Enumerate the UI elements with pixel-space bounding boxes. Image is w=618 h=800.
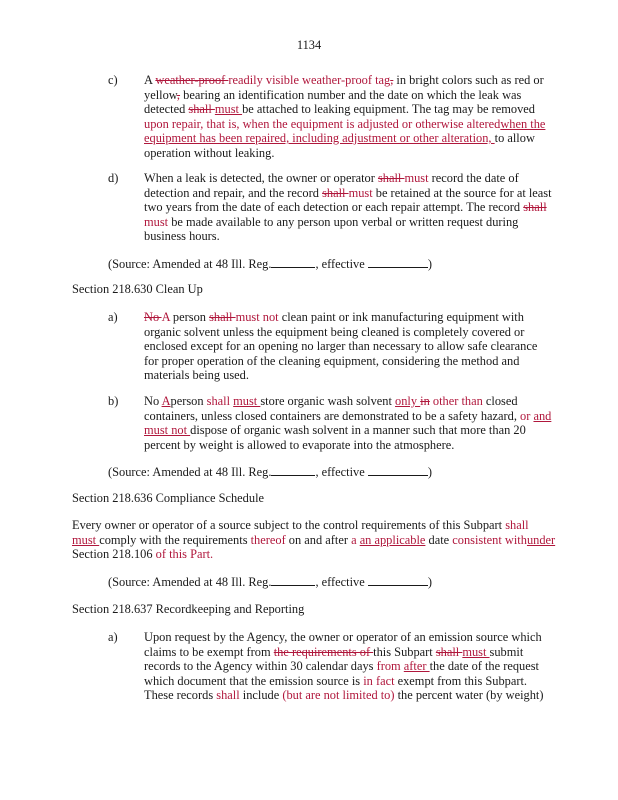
inserted-text: must bbox=[214, 102, 243, 116]
text-run: for proper operation of the cleaning equipment, considering the method and bbox=[144, 353, 520, 368]
text-run: enclosed except for an opening no larger than necessary to allow safe clearance bbox=[144, 339, 538, 353]
text-line bbox=[144, 146, 539, 161]
text-line bbox=[144, 131, 539, 146]
item-body bbox=[144, 310, 539, 383]
inserted-text: under bbox=[526, 532, 556, 547]
date-blank bbox=[368, 464, 428, 476]
text-run: These records bbox=[144, 688, 217, 702]
text-line bbox=[144, 73, 544, 88]
text-run: two years from the date of each detection or each repair attempt. The record bbox=[144, 200, 524, 214]
item-label: b) bbox=[108, 394, 119, 408]
inserted-text: must bbox=[233, 394, 261, 408]
item-body bbox=[144, 73, 546, 160]
text-run: exempt from this Subpart. bbox=[394, 673, 528, 688]
deleted-text: shall bbox=[188, 102, 215, 116]
text-run: percent by weight is allowed to evaporate into the atmosphere. bbox=[144, 437, 455, 452]
text-run: be retained at the source for at least bbox=[372, 185, 552, 200]
inserted-text: readily visible bbox=[228, 73, 303, 87]
text-run: be attached to leaking equipment. The tag may be removed bbox=[242, 102, 535, 116]
text-run: Section 218.106 bbox=[72, 547, 153, 561]
inserted-text: shall bbox=[505, 518, 529, 532]
inserted-text: when the bbox=[500, 116, 546, 131]
inserted-text: shall bbox=[206, 394, 234, 408]
inserted-text: an applicable bbox=[359, 532, 426, 547]
deleted-text: shall bbox=[209, 310, 236, 324]
inserted-text: a bbox=[351, 532, 360, 547]
item-label: c) bbox=[108, 73, 118, 87]
text-run: date bbox=[425, 532, 453, 547]
deleted-text: shall bbox=[435, 644, 463, 659]
text-line bbox=[144, 368, 539, 383]
text-run: the percent water (by weight) bbox=[394, 688, 544, 702]
text-run: this Subpart bbox=[373, 644, 436, 659]
text-line bbox=[144, 325, 539, 340]
inserted-text: or bbox=[520, 408, 534, 423]
text-line bbox=[144, 185, 552, 201]
text-run: detected bbox=[144, 102, 189, 116]
inserted-text: must bbox=[404, 171, 429, 185]
text-run: records to the Agency within 30 calendar days bbox=[144, 659, 377, 673]
deleted-text: shall bbox=[523, 200, 547, 214]
text-line bbox=[144, 102, 539, 117]
text-run: A bbox=[144, 73, 156, 87]
inserted-text: in fact bbox=[363, 673, 395, 688]
inserted-text: consistent with bbox=[452, 532, 527, 547]
text-run: When a leak is detected, the owner or operator bbox=[144, 171, 378, 185]
inserted-text: A bbox=[161, 310, 170, 324]
text-line bbox=[144, 171, 539, 186]
text-line bbox=[144, 674, 539, 689]
deleted-text: shall bbox=[322, 185, 349, 200]
inserted-text: of this Part. bbox=[152, 547, 214, 561]
text-run: bearing an identification number and the date on which the leak was bbox=[180, 87, 522, 102]
text-run: to allow bbox=[494, 131, 535, 145]
page-number: 1134 bbox=[296, 38, 322, 52]
inserted-text: A bbox=[161, 394, 171, 408]
inserted-text: must bbox=[462, 644, 490, 659]
inserted-text: must not bbox=[235, 310, 279, 324]
text-run: record the date of bbox=[428, 171, 519, 185]
inserted-text: (but are not limited to) bbox=[282, 688, 395, 702]
inserted-text: shall bbox=[216, 688, 240, 702]
text-run: the date of the request bbox=[429, 659, 539, 673]
text-run: organic solvent unless the equipment being cleaned is completely covered or bbox=[144, 324, 525, 339]
text-line bbox=[144, 630, 542, 645]
item-body bbox=[144, 171, 552, 244]
text-run: include bbox=[239, 688, 283, 702]
text-run: which document that the emission source is bbox=[144, 673, 364, 688]
text-run: yellow bbox=[144, 87, 177, 102]
text-line bbox=[144, 215, 539, 230]
text-run: person bbox=[170, 394, 207, 408]
text-run: materials being used. bbox=[144, 368, 249, 382]
item-label: a) bbox=[108, 630, 118, 644]
reg-blank bbox=[271, 256, 315, 268]
text-line bbox=[144, 229, 539, 244]
text-run: closed bbox=[482, 394, 518, 408]
date-blank bbox=[368, 574, 428, 586]
text-line bbox=[144, 645, 539, 660]
text-run: operation without leaking. bbox=[144, 145, 275, 160]
text-line bbox=[144, 354, 539, 369]
inserted-text: from bbox=[376, 659, 404, 673]
source-note: (Source: Amended at 48 Ill. Reg. , effective ) bbox=[108, 465, 432, 479]
text-line bbox=[144, 688, 544, 703]
text-line bbox=[144, 339, 539, 354]
text-line bbox=[72, 547, 542, 562]
text-run: clean paint or ink manufacturing equipment with bbox=[278, 310, 524, 324]
text-line bbox=[72, 518, 542, 533]
text-run: business hours. bbox=[144, 229, 220, 243]
deleted-text: , bbox=[390, 73, 394, 87]
deleted-text: No bbox=[144, 310, 162, 324]
inserted-text: thereof bbox=[250, 532, 286, 547]
inserted-text: equipment has been repaired, including adjustment or other alteration, bbox=[144, 131, 495, 145]
text-run: in bright colors such as red or bbox=[393, 73, 544, 87]
text-run: Every owner or operator of a source subject to the control requirements of this Subpart bbox=[72, 518, 506, 532]
item-body bbox=[144, 394, 552, 452]
inserted-text: only bbox=[395, 394, 421, 408]
text-run: containers, unless closed containers are demonstrated to be a safety hazard, bbox=[144, 408, 521, 423]
inserted-text: upon repair, that is, when the equipment is adjusted or otherwise altered bbox=[144, 116, 501, 131]
text-run: claims to be exempt from bbox=[144, 644, 274, 659]
deleted-text: in bbox=[420, 394, 430, 408]
inserted-text: must not bbox=[144, 423, 191, 437]
text-line bbox=[72, 532, 556, 548]
text-line bbox=[144, 423, 539, 438]
reg-blank bbox=[271, 464, 315, 476]
source-note: (Source: Amended at 48 Ill. Reg. , effective ) bbox=[108, 575, 432, 589]
text-line bbox=[144, 394, 539, 409]
compliance-paragraph bbox=[72, 518, 556, 562]
text-run: store organic wash solvent bbox=[260, 394, 396, 408]
text-run: submit bbox=[489, 644, 524, 659]
text-line bbox=[144, 116, 546, 132]
text-run: dispose of organic wash solvent in a manner such that more than 20 bbox=[190, 423, 526, 437]
text-line bbox=[144, 88, 539, 103]
text-run: No bbox=[144, 394, 162, 408]
text-line bbox=[144, 310, 539, 325]
inserted-text: other than bbox=[429, 394, 483, 408]
inserted-text: weather-proof tag bbox=[302, 73, 391, 87]
text-line bbox=[144, 408, 552, 424]
inserted-text: must bbox=[72, 532, 100, 547]
inserted-text: must bbox=[144, 214, 169, 229]
text-run: comply with the requirements bbox=[99, 532, 251, 547]
date-blank bbox=[368, 256, 428, 268]
section-heading-636: Section 218.636 Compliance Schedule bbox=[72, 491, 265, 505]
inserted-text: and bbox=[533, 408, 552, 423]
text-run: be made available to any person upon verbal or written request during bbox=[168, 214, 519, 229]
inserted-text: must bbox=[348, 185, 373, 200]
deleted-text: the requirements of bbox=[273, 644, 374, 659]
section-heading-637: Section 218.637 Recordkeeping and Reporting bbox=[72, 602, 305, 616]
text-run: person bbox=[169, 310, 210, 324]
item-body bbox=[144, 630, 544, 703]
deleted-text: weather-proof bbox=[155, 73, 229, 87]
source-note: (Source: Amended at 48 Ill. Reg. , effective ) bbox=[108, 257, 432, 271]
text-line bbox=[144, 200, 547, 215]
text-line bbox=[144, 659, 539, 674]
item-label: a) bbox=[108, 310, 118, 324]
text-run: on and after bbox=[285, 532, 352, 547]
text-run: detection and repair, and the record bbox=[144, 185, 323, 200]
item-label: d) bbox=[108, 171, 119, 185]
reg-blank bbox=[271, 574, 315, 586]
text-run: Upon request by the Agency, the owner or operator of an emission source which bbox=[144, 630, 542, 644]
section-heading-630: Section 218.630 Clean Up bbox=[72, 282, 203, 296]
inserted-text: after bbox=[403, 659, 430, 673]
deleted-text: , bbox=[176, 87, 181, 102]
text-line bbox=[144, 438, 539, 453]
deleted-text: shall bbox=[377, 171, 405, 185]
